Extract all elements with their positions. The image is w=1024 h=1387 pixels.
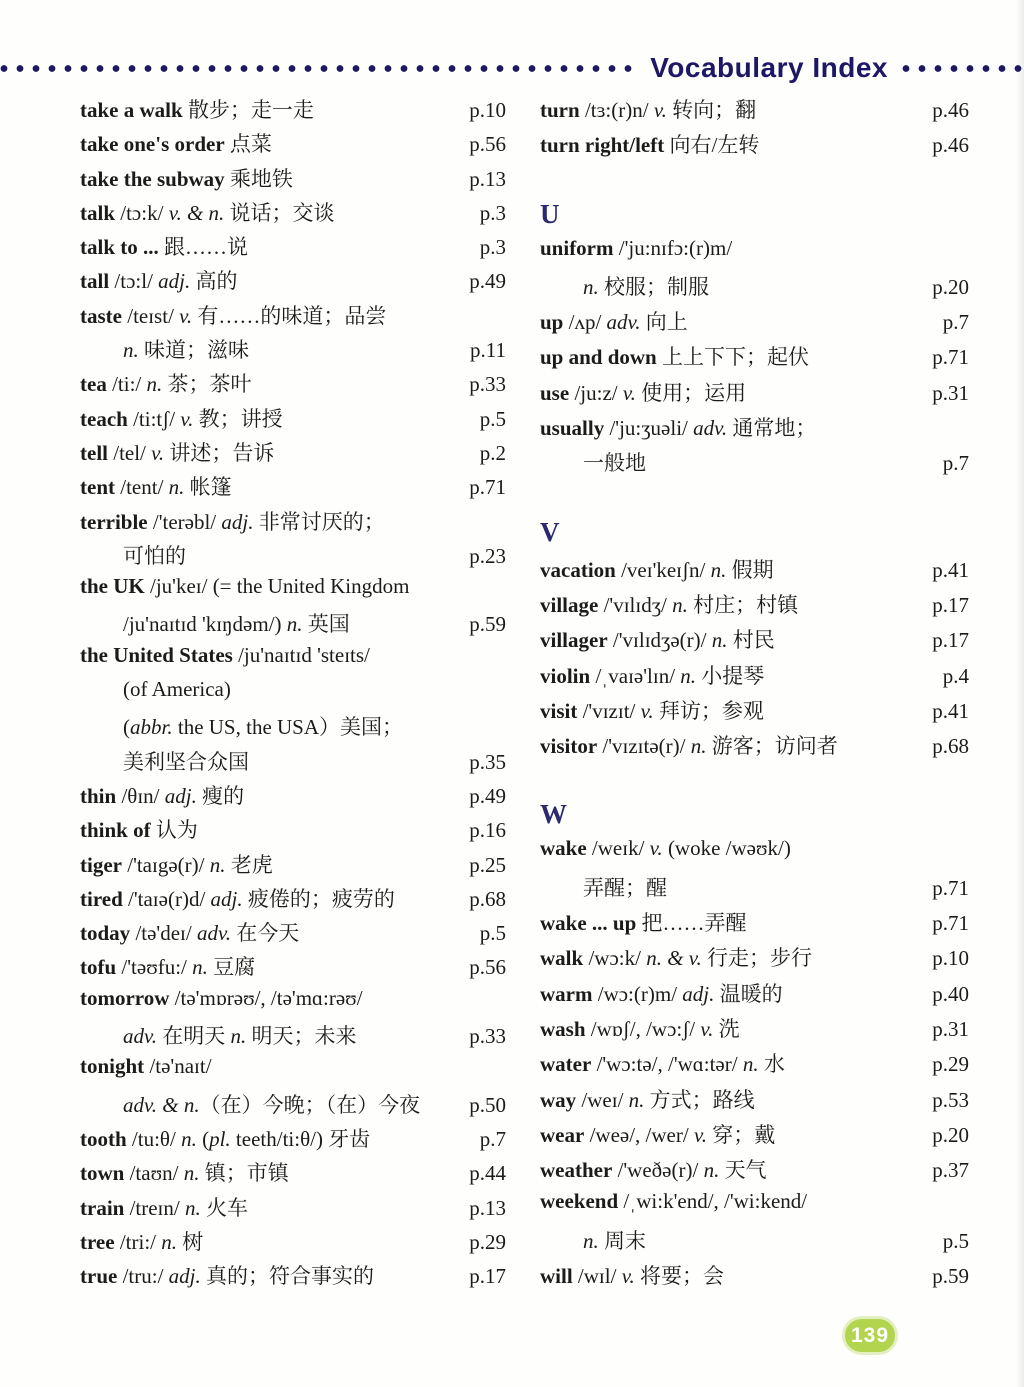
- vocab-entry-line: [540, 447, 969, 482]
- vocab-entry-line: [540, 836, 969, 871]
- entry-text: tell /tel/ v. 讲述；告诉: [80, 440, 275, 465]
- vocab-entry-line: [80, 94, 506, 128]
- page-ref: p.49: [469, 269, 506, 294]
- entry-text: n. 味道；滋味: [123, 338, 249, 363]
- vocab-entry-line: [80, 1192, 506, 1226]
- page-ref: p.29: [932, 1052, 969, 1077]
- page-ref: p.4: [942, 663, 969, 688]
- entry-text: tired /'taɪə(r)d/ adj. 疲倦的；疲劳的: [80, 886, 395, 911]
- entry-text: today /tə'deɪ/ adv. 在今天: [80, 921, 300, 946]
- vocab-entry-line: [80, 197, 506, 231]
- page-ref: p.71: [932, 911, 969, 936]
- entry-text: wear /weə/, /wer/ v. 穿；戴: [540, 1122, 776, 1147]
- dotted-rule-right: [902, 64, 1024, 73]
- vocab-entry-line: [80, 1260, 506, 1294]
- page-ref: p.16: [469, 818, 506, 843]
- vocab-entry-line: [80, 1157, 506, 1191]
- page-ref: p.17: [932, 628, 969, 653]
- vocab-entry-line: [80, 849, 506, 883]
- entry-text: n. 周末: [583, 1228, 646, 1253]
- page-ref: p.2: [479, 440, 506, 465]
- entry-text: tomorrow /tə'mɒrəʊ/, /tə'mɑ:rəʊ/: [80, 985, 363, 1010]
- vocab-entry-line: [540, 1189, 969, 1224]
- page-ref: p.49: [469, 783, 506, 808]
- vocab-entry-line: [540, 624, 969, 659]
- vocab-entry-line: [540, 907, 969, 942]
- page-ref: p.17: [469, 1264, 506, 1289]
- page-ref: p.10: [932, 946, 969, 971]
- vocab-entry-line: [80, 265, 506, 299]
- entry-text: town /taʊn/ n. 镇；市镇: [80, 1161, 289, 1186]
- page-ref: p.25: [469, 852, 506, 877]
- vocab-entry-line: [540, 1048, 969, 1083]
- vocab-entry-line: [80, 677, 506, 711]
- vocab-entry-line: [80, 437, 506, 471]
- entry-text: tooth /tu:θ/ n. (pl. teeth/ti:θ/) 牙齿: [80, 1126, 371, 1151]
- vocab-column-left: [80, 94, 506, 1294]
- entry-text: 可怕的: [123, 543, 186, 568]
- vocab-entry-line: [80, 334, 506, 368]
- page-ref: p.71: [932, 345, 969, 370]
- dotted-rule-left: [0, 64, 636, 73]
- entry-text: violin /ˌvaɪə'lɪn/ n. 小提琴: [540, 663, 765, 688]
- entry-text: taste /teɪst/ v. 有……的味道；品尝: [80, 303, 387, 328]
- vocab-entry-line: [80, 951, 506, 985]
- entry-text: tall /tɔ:l/ adj. 高的: [80, 269, 238, 294]
- vocab-entry-line: [540, 942, 969, 977]
- page-ref: p.13: [469, 1195, 506, 1220]
- page-ref: p.59: [932, 1264, 969, 1289]
- entry-text: true /tru:/ adj. 真的；符合事实的: [80, 1264, 375, 1289]
- page-ref: p.68: [932, 734, 969, 759]
- entry-text: train /treɪn/ n. 火车: [80, 1195, 248, 1220]
- entry-text: weekend /ˌwi:k'end/, /'wi:kend/: [540, 1189, 808, 1214]
- entry-text: /ju'naɪtɪd 'kɪŋdəm/) n. 英国: [123, 612, 350, 637]
- page-ref: p.3: [479, 235, 506, 260]
- entry-text: adv. & n.（在）今晚；（在）今夜: [123, 1092, 421, 1117]
- entry-text: 弄醒；醒: [583, 875, 667, 900]
- entry-text: 美利坚合众国: [123, 749, 249, 774]
- page-ref: p.33: [469, 1024, 506, 1049]
- vocab-entry-line: [80, 128, 506, 162]
- entry-text: up /ʌp/ adv. 向上: [540, 310, 688, 335]
- vocab-entry-line: [80, 1089, 506, 1123]
- page-ref: p.35: [469, 749, 506, 774]
- vocab-entry-line: [80, 1123, 506, 1157]
- entry-text: visitor /'vɪzɪtə(r)/ n. 游客；访问者: [540, 734, 838, 759]
- page-ref: p.3: [479, 200, 506, 225]
- vocab-entry-line: [80, 471, 506, 505]
- entry-text: usually /'ju:ʒuəli/ adv. 通常地；: [540, 416, 817, 441]
- vocab-entry-line: [80, 403, 506, 437]
- vocab-entry-line: [540, 695, 969, 730]
- vocab-entry-line: [80, 643, 506, 677]
- entry-text: terrible /'terəbl/ adj. 非常讨厌的；: [80, 509, 385, 534]
- page-ref: p.7: [942, 451, 969, 476]
- vocab-entry-line: [80, 711, 506, 745]
- vocab-entry-line: [80, 746, 506, 780]
- vocab-entry-line: [80, 1054, 506, 1088]
- entry-text: take the subway 乘地铁: [80, 166, 293, 191]
- vocab-entry-line: [540, 236, 969, 271]
- vocab-entry-line: [540, 978, 969, 1013]
- vocab-entry-line: [80, 986, 506, 1020]
- page-ref: p.37: [932, 1158, 969, 1183]
- page-ref: p.40: [932, 981, 969, 1006]
- entry-text: tea /ti:/ n. 茶；茶叶: [80, 372, 252, 397]
- vocab-entry-line: [80, 1020, 506, 1054]
- page-ref: p.13: [469, 166, 506, 191]
- vocab-entry-line: [80, 368, 506, 402]
- entry-text: village /'vɪlɪdʒ/ n. 村庄；村镇: [540, 592, 799, 617]
- entry-text: use /ju:z/ v. 使用；运用: [540, 380, 747, 405]
- vocab-entry-line: [80, 780, 506, 814]
- page-ref: p.5: [479, 921, 506, 946]
- entry-text: walk /wɔ:k/ n. & v. 行走；步行: [540, 946, 813, 971]
- page-ref: p.68: [469, 886, 506, 911]
- page-ref: p.41: [932, 557, 969, 582]
- vocab-entry-line: [540, 129, 969, 164]
- page-header: [0, 52, 1024, 84]
- vocab-entry-line: [80, 506, 506, 540]
- vocab-entry-line: [540, 306, 969, 341]
- vocab-entry-line: [540, 341, 969, 376]
- entry-text: will /wɪl/ v. 将要；会: [540, 1264, 724, 1289]
- page-ref: p.31: [932, 1016, 969, 1041]
- page-ref: p.44: [469, 1161, 506, 1186]
- entry-text: tree /tri:/ n. 树: [80, 1229, 204, 1254]
- entry-text: (of America): [123, 677, 231, 702]
- page-ref: p.20: [932, 274, 969, 299]
- entry-text: villager /'vɪlɪdʒə(r)/ n. 村民: [540, 628, 775, 653]
- section-letter-V: V: [540, 516, 560, 547]
- vocab-entry-line: [540, 1225, 969, 1260]
- vocab-entry-line: [540, 1084, 969, 1119]
- entry-text: tent /tent/ n. 帐篷: [80, 475, 232, 500]
- section-letter-U: U: [540, 198, 560, 229]
- page-ref: p.7: [942, 310, 969, 335]
- page-ref: p.33: [469, 372, 506, 397]
- entry-text: weather /'weðə(r)/ n. 天气: [540, 1158, 767, 1183]
- entry-text: take one's order 点菜: [80, 132, 272, 157]
- vocab-entry-line: [540, 589, 969, 624]
- vocab-entry-line: [80, 1226, 506, 1260]
- entry-text: turn /tɜ:(r)n/ v. 转向；翻: [540, 98, 757, 122]
- page-ref: p.5: [479, 406, 506, 431]
- vocab-entry-line: [80, 540, 506, 574]
- vocab-entry-line: [540, 412, 969, 447]
- entry-text: n. 校服；制服: [583, 274, 709, 299]
- vocab-entry-line: [540, 1013, 969, 1048]
- entry-text: teach /ti:tʃ/ v. 教；讲授: [80, 406, 283, 431]
- entry-text: uniform /'ju:nɪfɔ:(r)m/: [540, 235, 733, 260]
- entry-text: visit /'vɪzɪt/ v. 拜访；参观: [540, 698, 764, 723]
- entry-text: water /'wɔ:tə/, /'wɑ:tər/ n. 水: [540, 1052, 785, 1077]
- entry-text: vacation /veɪ'keɪʃn/ n. 假期: [540, 557, 774, 582]
- vocab-entry-line: [540, 1154, 969, 1189]
- page-ref: p.56: [469, 132, 506, 157]
- entry-text: the UK /ju'keɪ/ (= the United Kingdom: [80, 574, 410, 599]
- entry-text: tofu /'təʊfu:/ n. 豆腐: [80, 955, 256, 980]
- page-ref: p.29: [469, 1229, 506, 1254]
- entry-text: way /weɪ/ n. 方式；路线: [540, 1087, 755, 1112]
- entry-text: think of 认为: [80, 818, 198, 843]
- entry-text: take a walk 散步；走一走: [80, 98, 314, 122]
- page-ref: p.71: [469, 475, 506, 500]
- entry-text: thin /θɪn/ adj. 瘦的: [80, 783, 245, 808]
- vocab-entry-line: [80, 574, 506, 608]
- entry-text: turn right/left 向右/左转: [540, 133, 760, 158]
- section-letter-W: W: [540, 799, 567, 830]
- vocab-entry-line: [80, 300, 506, 334]
- vocab-entry-line: [80, 883, 506, 917]
- page-ref: p.23: [469, 543, 506, 568]
- vocab-entry-line: [540, 660, 969, 695]
- entry-text: wash /wɒʃ/, /wɔ:ʃ/ v. 洗: [540, 1016, 740, 1041]
- page-ref: p.46: [932, 133, 969, 158]
- entry-text: (abbr. the US, the USA）美国；: [123, 715, 404, 740]
- page-ref: p.53: [932, 1087, 969, 1112]
- vocab-entry-line: [80, 814, 506, 848]
- vocab-entry-line: [80, 231, 506, 265]
- entry-text: adv. 在明天 n. 明天；未来: [123, 1024, 357, 1049]
- vocab-entry-line: [540, 730, 969, 765]
- entry-text: wake ... up 把……弄醒: [540, 911, 747, 936]
- page-ref: p.71: [932, 875, 969, 900]
- vocab-entry-line: [80, 608, 506, 642]
- vocab-entry-line: [540, 377, 969, 412]
- vocab-entry-line: [540, 1119, 969, 1154]
- entry-text: wake /weɪk/ v. (woke /wəʊk/): [540, 836, 791, 861]
- entry-text: the United States /ju'naɪtɪd 'steɪts/: [80, 642, 370, 667]
- page-ref: p.46: [932, 98, 969, 122]
- entry-text: 一般地: [583, 451, 646, 476]
- page-number-badge: 139: [845, 1319, 895, 1352]
- page-ref: p.20: [932, 1122, 969, 1147]
- entry-text: warm /wɔ:(r)m/ adj. 温暖的: [540, 981, 783, 1006]
- vocab-entry-line: [540, 872, 969, 907]
- page-ref: p.5: [942, 1228, 969, 1253]
- vocab-entry-line: [540, 94, 969, 129]
- page-ref: p.56: [469, 955, 506, 980]
- page-title: Vocabulary Index: [650, 52, 888, 83]
- page-ref: p.50: [469, 1092, 506, 1117]
- vocab-entry-line: [540, 271, 969, 306]
- vocab-entry-line: [540, 1260, 969, 1295]
- entry-text: up and down 上上下下；起伏: [540, 345, 809, 370]
- entry-text: tonight /tə'naɪt/: [80, 1054, 212, 1079]
- page-ref: p.31: [932, 380, 969, 405]
- entry-text: talk /tɔ:k/ v. & n. 说话；交谈: [80, 200, 335, 225]
- entry-text: tiger /'taɪgə(r)/ n. 老虎: [80, 852, 273, 877]
- entry-text: talk to ... 跟……说: [80, 235, 248, 260]
- page-ref: p.7: [479, 1126, 506, 1151]
- page-ref: p.59: [469, 612, 506, 637]
- page-ref: p.10: [469, 98, 506, 122]
- page-ref: p.17: [932, 592, 969, 617]
- vocab-column-right: [540, 94, 969, 1295]
- vocab-entry-line: [80, 917, 506, 951]
- vocab-entry-line: [540, 554, 969, 589]
- vocab-entry-line: [80, 163, 506, 197]
- page-ref: p.41: [932, 698, 969, 723]
- page-ref: p.11: [470, 338, 506, 363]
